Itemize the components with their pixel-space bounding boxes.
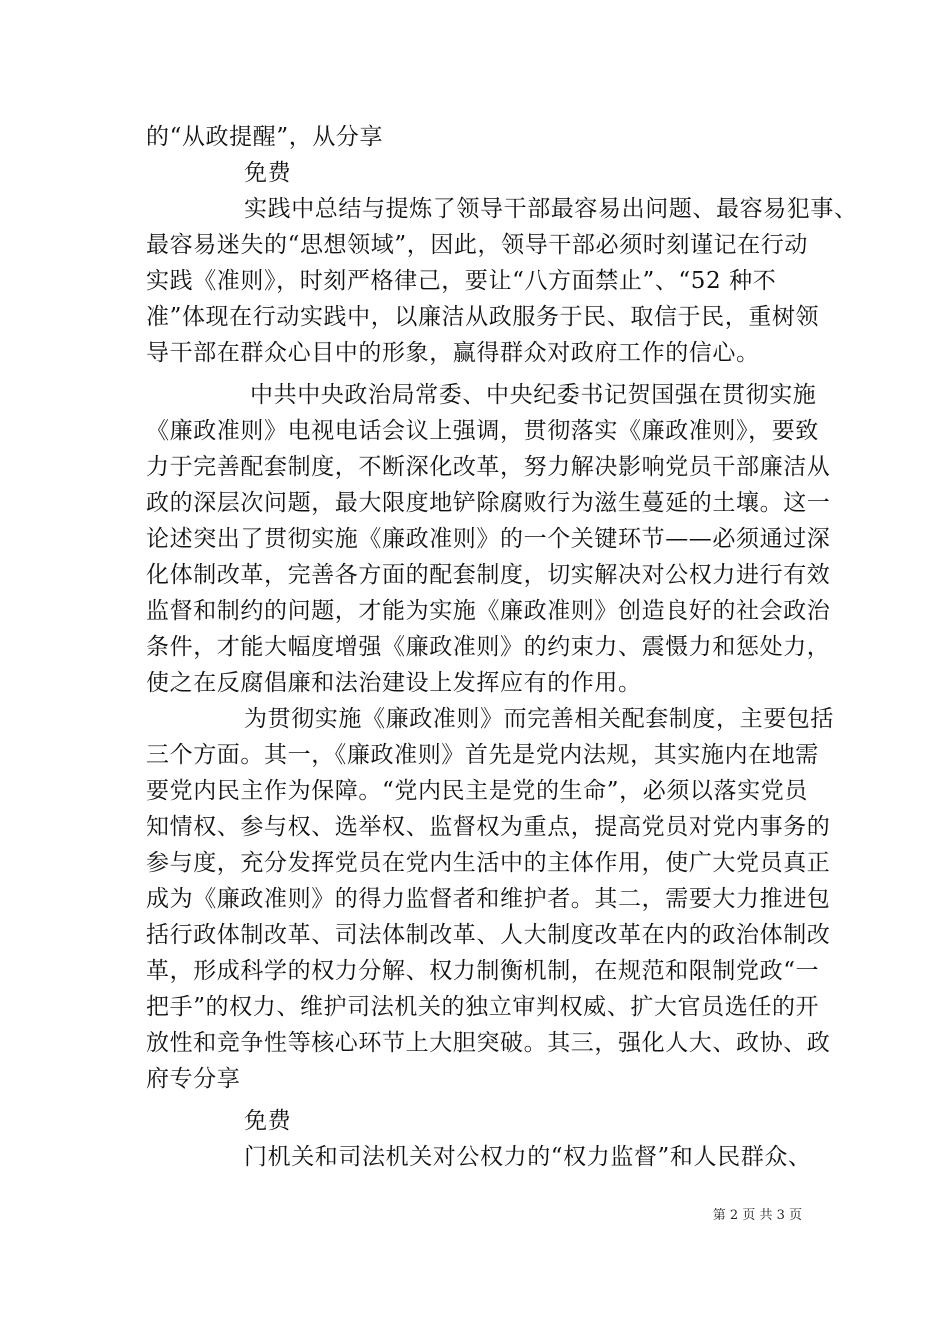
text-line-5: 实践《准则》，时刻严格律己，要让“八方面禁止”、“52 种不	[146, 268, 777, 294]
page-number-footer: 第 2 页 共 3 页	[712, 1208, 802, 1223]
text-line-4: 最容易迷失的“思想领域”，因此，领导干部必须时刻谨记在行动	[146, 232, 808, 258]
text-line-10: 力于完善配套制度，不断深化改革，努力解决影响党员干部廉洁从	[146, 454, 831, 480]
text-line-15: 条件，才能大幅度增强《廉政准则》的约束力、震慑力和惩处力，	[146, 634, 831, 660]
text-line-7: 导干部在群众心目中的形象，赢得群众对政府工作的信心。	[146, 340, 760, 366]
text-line-22: 成为《廉政准则》的得力监督者和维护者。其二，需要大力推进包	[146, 886, 831, 912]
text-line-17: 为贯彻实施《廉政准则》而完善相关配套制度，主要包括	[244, 706, 834, 732]
text-line-9: 《廉政准则》电视电话会议上强调，贯彻落实《廉政准则》，要致	[146, 418, 819, 444]
text-line-21: 参与度，充分发挥党员在党内生活中的主体作用，使广大党员真正	[146, 850, 831, 876]
text-line-18: 三个方面。其一，《廉政准则》首先是党内法规，其实施内在地需	[146, 742, 819, 768]
text-line-11: 政的深层次问题，最大限度地铲除腐败行为滋生蔓延的土壤。这一	[146, 490, 831, 516]
text-line-1: 的“从政提醒”，从分享	[146, 124, 384, 150]
text-line-27: 府专分享	[146, 1066, 241, 1092]
text-line-6: 准”体现在行动实践中，以廉洁从政服务于民、取信于民，重树领	[146, 304, 820, 330]
text-line-23: 括行政体制改革、司法体制改革、人大制度改革在内的政治体制改	[146, 922, 831, 948]
text-line-14: 监督和制约的问题，才能为实施《廉政准则》创造良好的社会政治	[146, 598, 831, 624]
text-line-12: 论述突出了贯彻实施《廉政准则》的一个关键环节——必须通过深	[146, 526, 831, 552]
text-line-8: 中共中央政治局常委、中央纪委书记贺国强在贯彻实施	[250, 382, 817, 408]
text-line-28: 免费	[244, 1108, 292, 1134]
text-line-25: 把手”的权力、维护司法机关的独立审判权威、扩大官员选任的开	[146, 994, 820, 1020]
text-line-29: 门机关和司法机关对公权力的“权力监督”和人民群众、	[244, 1144, 812, 1170]
text-line-16: 使之在反腐倡廉和法治建设上发挥应有的作用。	[146, 670, 642, 696]
text-line-19: 要党内民主作为保障。“党内民主是党的生命”，必须以落实党员	[146, 778, 808, 804]
text-line-2: 免费	[244, 160, 292, 186]
text-line-24: 革，形成科学的权力分解、权力制衡机制，在规范和限制党政“一	[146, 958, 820, 984]
text-line-20: 知情权、参与权、选举权、监督权为重点，提高党员对党内事务的	[146, 814, 831, 840]
text-line-3: 实践中总结与提炼了领导干部最容易出问题、最容易犯事、	[244, 196, 858, 222]
text-line-13: 化体制改革，完善各方面的配套制度，切实解决对公权力进行有效	[146, 562, 831, 588]
text-line-26: 放性和竞争性等核心环节上大胆突破。其三，强化人大、政协、政	[146, 1030, 831, 1056]
